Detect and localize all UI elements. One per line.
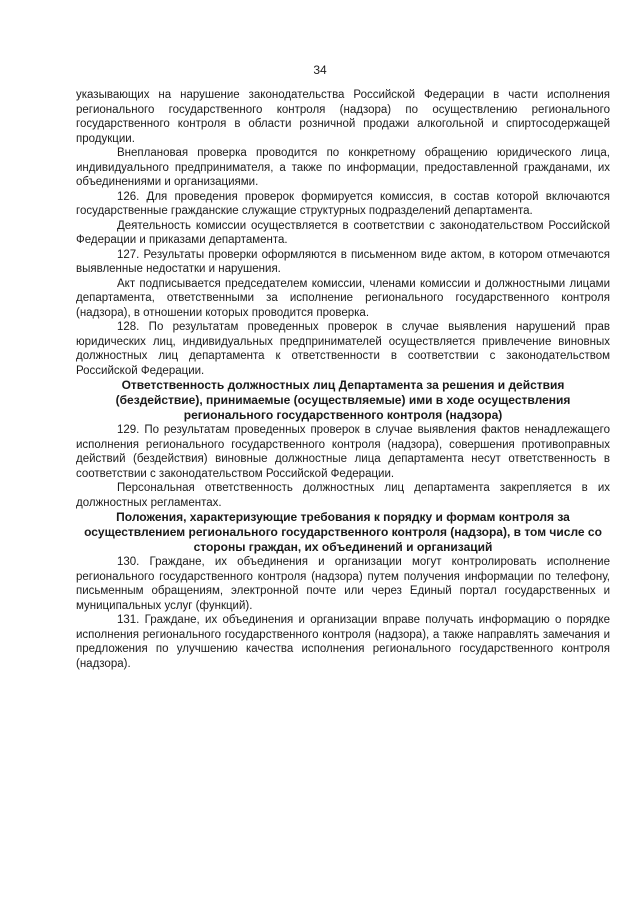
page-number: 34 [313,63,327,77]
section-heading-control-provisions: Положения, характеризующие требования к порядку и формам контроля за осуществлением регионального государственного контроля (надзора), в том числе со стороны граждан, их объединений и организаций [84,510,602,554]
paragraph-128: 128. По результатам проведенных проверок в случае выявления нарушений прав юридических лиц, индивидуальных предпринимателей осуществляется привлечение виновных должностных лиц департамента к ответственности в соответствии с законодательством Российской Федерации. [76,321,610,377]
paragraph-127: 127. Результаты проверки оформляются в письменном виде актом, в котором отмечаются выявленные недостатки и нарушения. [76,248,610,275]
paragraph: Деятельность комиссии осуществляется в соответствии с законодательством Российской Федерации и приказами департамента. [76,219,610,246]
paragraph-129: 129. По результатам проведенных проверок в случае выявления фактов ненадлежащего исполнения регионального государственного контроля (надзора), совершения противоправных действий (бездействия) виновные должностные лица департамента несут ответственность в соответствии с законодательством Российской Федерации. [76,424,610,480]
paragraph-131: 131. Граждане, их объединения и организации вправе получать информацию о порядке исполнения регионального государственного контроля (надзора), а также направлять замечания и предложения по улучшению качества исполнения регионального государственного контроля (надзора). [76,614,610,670]
document-body [76,88,610,671]
section-heading-responsibility: Ответственность должностных лиц Департамента за решения и действия (бездействие), принимаемые (осуществляемые) ими в ходе осуществления регионального государственного контроля (надзора) [115,378,571,422]
paragraph: Акт подписывается председателем комиссии, членами комиссии и должностными лицами департамента, ответственными за исполнение регионального государственного контроля (надзора), в отношении которых проводится проверка. [76,277,610,319]
paragraph-130: 130. Граждане, их объединения и организации могут контролировать исполнение регионального государственного контроля (надзора) путем получения информации по телефону, письменным обращениям, электронной почте или через Единый портал государственных и муниципальных услуг (функций). [76,556,610,612]
paragraph: Персональная ответственность должностных лиц департамента закрепляется в их должностных регламентах. [76,482,610,509]
paragraph: Внеплановая проверка проводится по конкретному обращению юридического лица, индивидуального предпринимателя, а также по информации, предоставленной гражданами, их объединениями и организациями. [76,147,610,188]
paragraph-continuation: указывающих на нарушение законодательства Российской Федерации в части исполнения регионального государственного контроля (надзора) по осуществлению регионального государственного контроля в области розничной продажи алкогольной и спиртосодержащей продукции. [76,89,610,145]
paragraph-126: 126. Для проведения проверок формируется комиссия, в состав которой включаются государственные гражданские служащие структурных подразделений департамента. [76,190,610,217]
